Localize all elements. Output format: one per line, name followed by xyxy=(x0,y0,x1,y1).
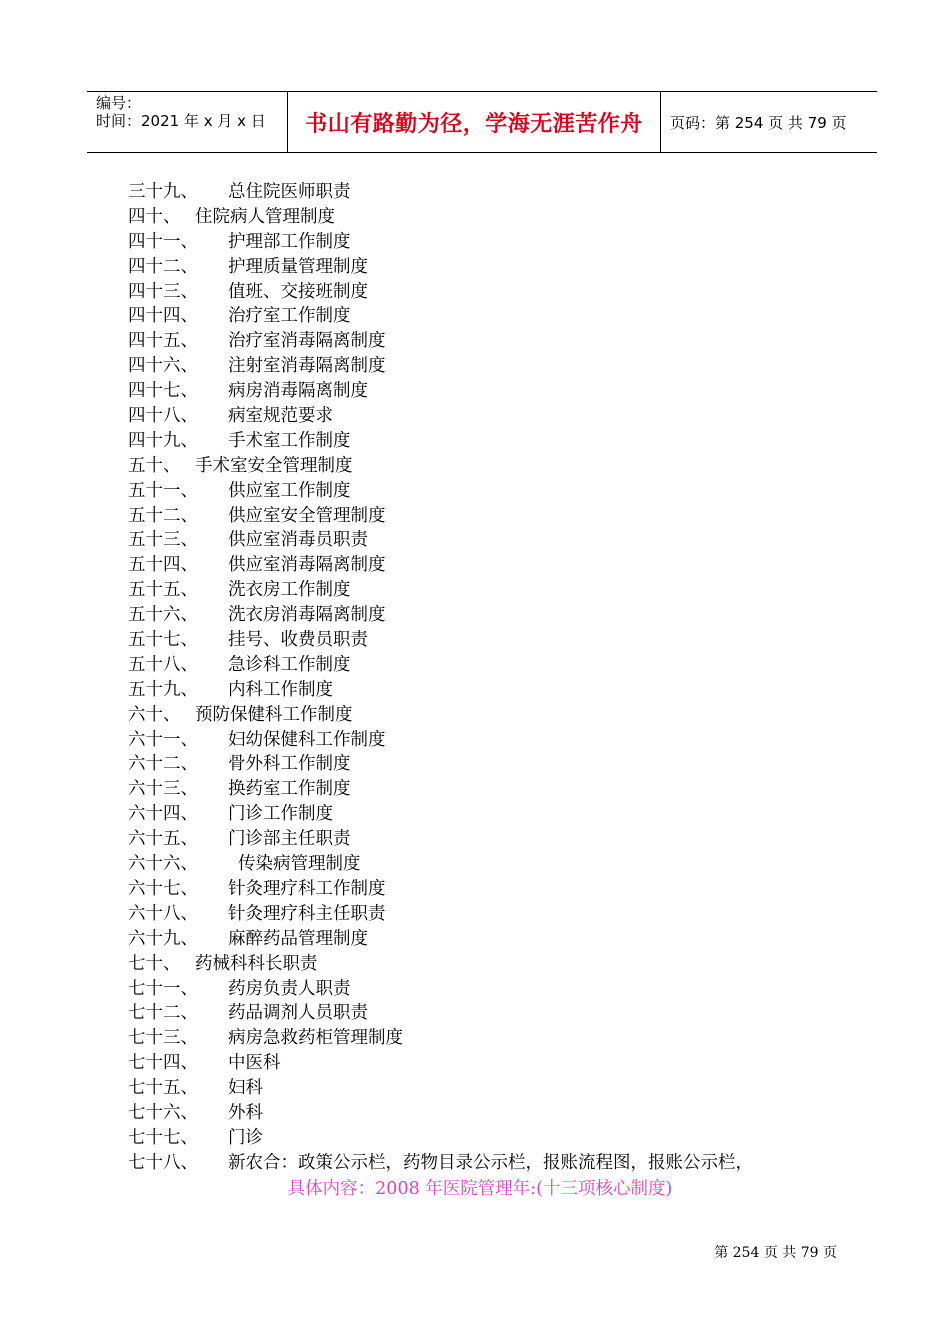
list-item xyxy=(128,653,848,678)
serial-number-label: 编号： xyxy=(96,94,142,112)
item-number: 六十五、 xyxy=(128,829,198,850)
item-title: 针灸理疗科主任职责 xyxy=(228,903,386,924)
list-item xyxy=(128,603,848,628)
item-title: 传染病管理制度 xyxy=(238,854,361,875)
item-title: 病房急救药柜管理制度 xyxy=(228,1028,403,1049)
item-title: 中医科 xyxy=(228,1053,281,1074)
item-number: 七十、 xyxy=(128,953,181,974)
item-title: 护理质量管理制度 xyxy=(228,256,368,277)
item-title: 供应室工作制度 xyxy=(228,480,351,501)
list-item xyxy=(128,902,848,927)
item-number: 四十四、 xyxy=(128,306,198,327)
item-number: 四十、 xyxy=(128,206,181,227)
item-number: 六十二、 xyxy=(128,754,198,775)
list-item xyxy=(128,180,848,205)
item-title: 门诊部主任职责 xyxy=(228,829,351,850)
item-number: 四十八、 xyxy=(128,406,198,427)
list-item xyxy=(128,329,848,354)
item-title: 急诊科工作制度 xyxy=(228,654,351,675)
item-title: 洗衣房消毒隔离制度 xyxy=(228,605,386,626)
header-page-info: 页码：第 254 页 共 79 页 xyxy=(670,113,847,132)
list-item xyxy=(128,752,848,777)
item-title: 注射室消毒隔离制度 xyxy=(228,356,386,377)
item-title: 治疗室消毒隔离制度 xyxy=(228,331,386,352)
header-motto: 书山有路勤为径，学海无涯苦作舟 xyxy=(288,92,661,152)
item-number: 七十四、 xyxy=(128,1053,198,1074)
item-title: 护理部工作制度 xyxy=(228,231,351,252)
item-number: 七十二、 xyxy=(128,1003,198,1024)
item-title: 供应室消毒员职责 xyxy=(228,530,368,551)
item-number: 五十八、 xyxy=(128,654,198,675)
header-table xyxy=(87,91,877,153)
list-item xyxy=(128,877,848,902)
list-item xyxy=(128,454,848,479)
list-item xyxy=(128,1001,848,1026)
list-item xyxy=(128,678,848,703)
item-number: 七十三、 xyxy=(128,1028,198,1049)
item-title: 病室规范要求 xyxy=(228,406,333,427)
item-number: 五十、 xyxy=(128,455,181,476)
core-system-note: 具体内容：2008 年医院管理年:(十三项核心制度) xyxy=(287,1179,673,1199)
list-item xyxy=(128,1126,848,1151)
item-number: 七十八、 xyxy=(128,1152,198,1173)
item-title: 挂号、收费员职责 xyxy=(228,630,368,651)
list-item xyxy=(128,404,848,429)
item-number: 五十一、 xyxy=(128,480,198,501)
list-item xyxy=(128,304,848,329)
item-title: 药品调剂人员职责 xyxy=(228,1003,368,1024)
list-item xyxy=(128,802,848,827)
item-title: 手术室工作制度 xyxy=(228,430,351,451)
item-title: 外科 xyxy=(228,1102,263,1123)
item-number: 六十四、 xyxy=(128,804,198,825)
list-item xyxy=(128,504,848,529)
list-item xyxy=(128,1051,848,1076)
list-item xyxy=(128,205,848,230)
item-title: 新农合：政策公示栏，药物目录公示栏，报账流程图，报账公示栏， xyxy=(228,1152,753,1173)
item-number: 六十七、 xyxy=(128,878,198,899)
item-title: 妇科 xyxy=(228,1078,263,1099)
item-number: 六十九、 xyxy=(128,928,198,949)
item-number: 三十九、 xyxy=(128,182,198,202)
item-title: 药械科科长职责 xyxy=(195,953,318,974)
item-title: 药房负责人职责 xyxy=(228,978,351,999)
list-item xyxy=(128,578,848,603)
list-item xyxy=(128,1026,848,1051)
item-number: 四十五、 xyxy=(128,331,198,352)
item-number: 六十三、 xyxy=(128,779,198,800)
date-label: 时间：2021 年 x 月 x 日 xyxy=(96,112,266,130)
list-item xyxy=(128,927,848,952)
item-number: 五十九、 xyxy=(128,679,198,700)
item-title: 值班、交接班制度 xyxy=(228,281,368,302)
item-title: 住院病人管理制度 xyxy=(195,206,335,227)
list-item xyxy=(128,728,848,753)
list-item xyxy=(128,952,848,977)
item-title: 换药室工作制度 xyxy=(228,779,351,800)
item-number: 四十二、 xyxy=(128,256,198,277)
item-title: 供应室安全管理制度 xyxy=(228,505,386,526)
item-number: 六十八、 xyxy=(128,903,198,924)
item-title: 麻醉药品管理制度 xyxy=(228,928,368,949)
item-title: 门诊 xyxy=(228,1127,263,1148)
regulation-list xyxy=(128,180,848,1176)
item-number: 七十七、 xyxy=(128,1127,198,1148)
list-item xyxy=(128,852,848,877)
item-title: 针灸理疗科工作制度 xyxy=(228,878,386,899)
item-number: 七十五、 xyxy=(128,1078,198,1099)
item-number: 五十二、 xyxy=(128,505,198,526)
header-meta xyxy=(87,92,288,152)
list-item xyxy=(128,1101,848,1126)
list-item xyxy=(128,703,848,728)
list-item xyxy=(128,230,848,255)
item-number: 五十六、 xyxy=(128,605,198,626)
item-number: 四十七、 xyxy=(128,381,198,402)
item-title: 洗衣房工作制度 xyxy=(228,580,351,601)
list-item xyxy=(128,354,848,379)
list-item xyxy=(128,255,848,280)
list-item xyxy=(128,528,848,553)
item-number: 五十五、 xyxy=(128,580,198,601)
item-number: 六十、 xyxy=(128,704,181,725)
list-item xyxy=(128,977,848,1002)
item-title: 治疗室工作制度 xyxy=(228,306,351,327)
item-number: 五十四、 xyxy=(128,555,198,576)
item-title: 预防保健科工作制度 xyxy=(195,704,353,725)
item-number: 七十一、 xyxy=(128,978,198,999)
list-item xyxy=(128,777,848,802)
item-title: 手术室安全管理制度 xyxy=(195,455,353,476)
list-item xyxy=(128,628,848,653)
item-title: 骨外科工作制度 xyxy=(228,754,351,775)
item-title: 总住院医师职责 xyxy=(228,182,351,202)
list-item xyxy=(128,379,848,404)
item-number: 四十三、 xyxy=(128,281,198,302)
list-item xyxy=(128,553,848,578)
item-number: 四十九、 xyxy=(128,430,198,451)
list-item xyxy=(128,1151,848,1176)
item-title: 病房消毒隔离制度 xyxy=(228,381,368,402)
item-title: 内科工作制度 xyxy=(228,679,333,700)
item-number: 五十三、 xyxy=(128,530,198,551)
page-footer: 第 254 页 共 79 页 xyxy=(714,1245,837,1261)
item-number: 六十一、 xyxy=(128,729,198,750)
item-number: 四十一、 xyxy=(128,231,198,252)
list-item xyxy=(128,280,848,305)
list-item xyxy=(128,827,848,852)
item-title: 供应室消毒隔离制度 xyxy=(228,555,386,576)
list-item xyxy=(128,429,848,454)
list-item xyxy=(128,1076,848,1101)
item-number: 四十六、 xyxy=(128,356,198,377)
item-number: 六十六、 xyxy=(128,854,198,875)
list-item xyxy=(128,479,848,504)
item-number: 七十六、 xyxy=(128,1102,198,1123)
item-title: 妇幼保健科工作制度 xyxy=(228,729,386,750)
item-title: 门诊工作制度 xyxy=(228,804,333,825)
item-number: 五十七、 xyxy=(128,630,198,651)
